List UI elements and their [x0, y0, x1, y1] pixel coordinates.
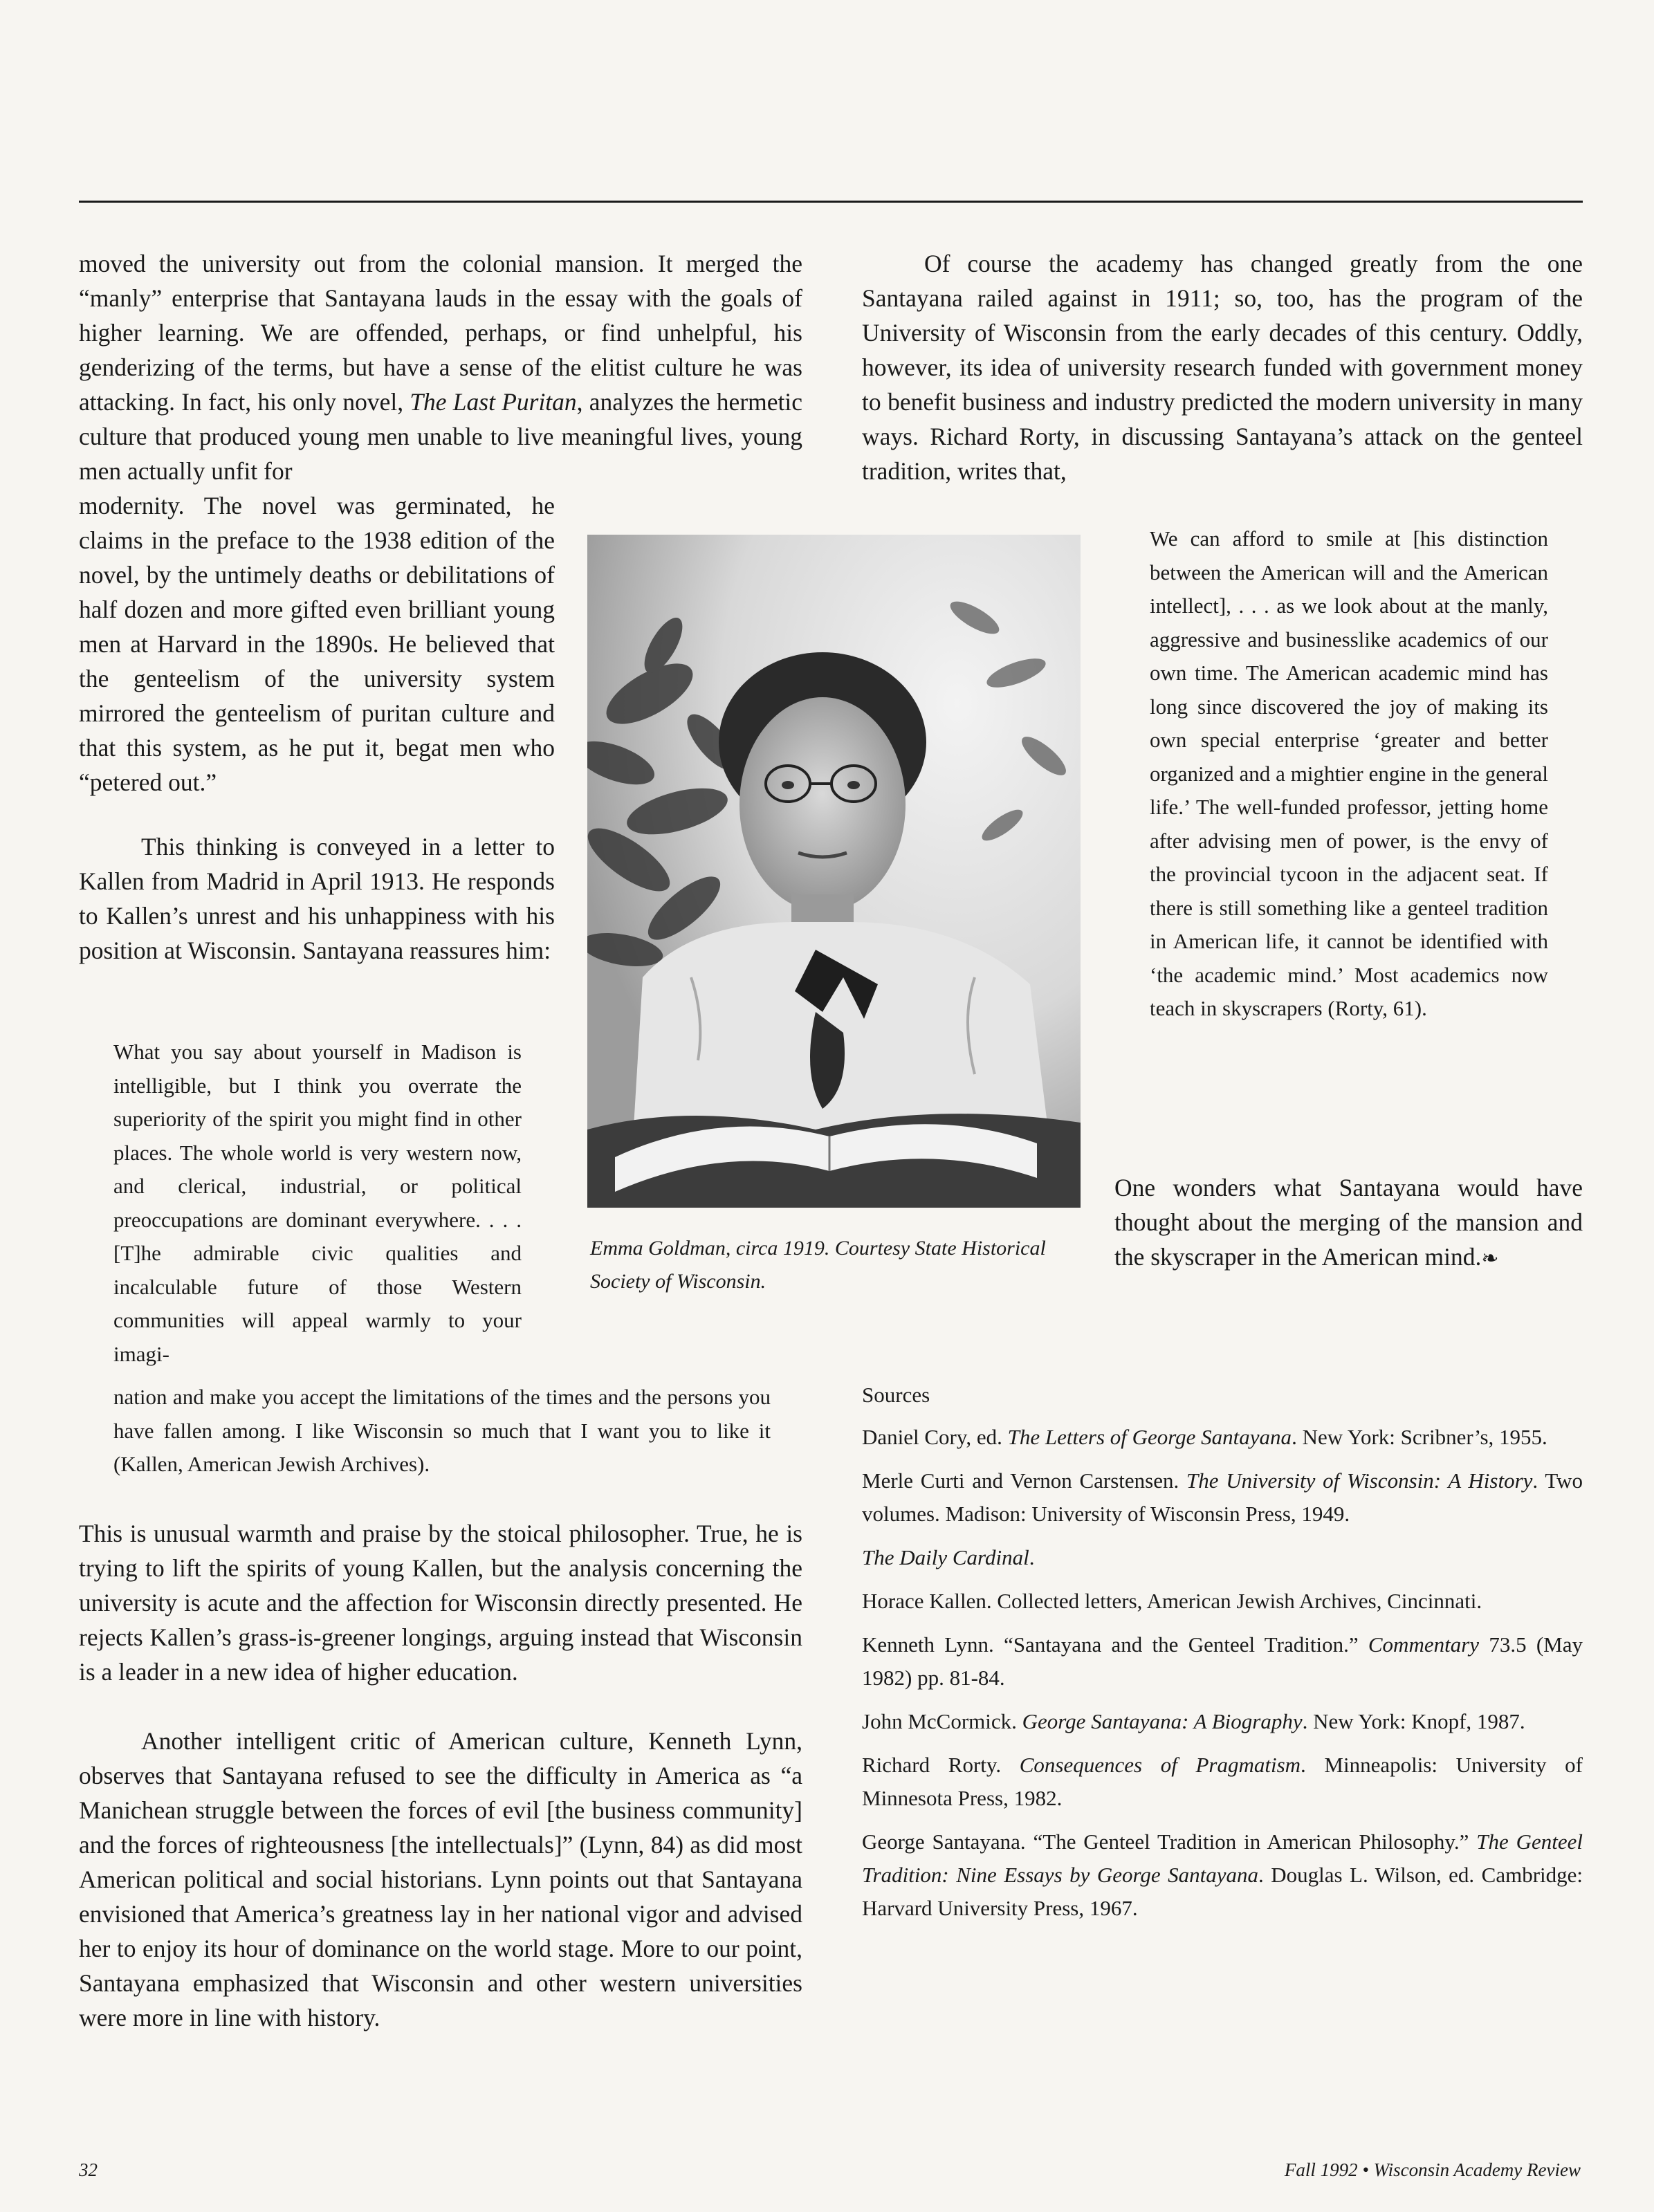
left-paragraph-2: This thinking is conveyed in a letter to Kallen from Madrid in April 1913. He responds to Kallen’s unrest and his unhappiness with his position at Wisconsin. Santayana reassures him:: [79, 833, 555, 964]
source-item: Daniel Cory, ed. The Letters of George Santayana. New York: Scribner’s, 1955.: [862, 1425, 1547, 1449]
left-paragraph-4: Another intelligent critic of American culture, Kenneth Lynn, observes that Santayana refused to see the difficulty in America as “a Manichean struggle between the forces of evil [the business community] and the forces of righteousness [the intellectuals]” (Lynn, 84) as did most American political and social historians. Lynn points out that Santayana envisioned that America’s greatness lay in her national vigor and advised her to enjoy its hour of dominance on the world stage. More to our point, Santayana emphasized that Wisconsin and other western universities were more in line with history.: [79, 1727, 802, 2031]
left-p1-tail: , analyzes the hermetic culture that produced young men unable to live meaningful lives, young men actually unfit for: [79, 388, 802, 485]
source-item: Merle Curti and Vernon Carstensen. The University of Wisconsin: A History. Two volumes. Madison: University of Wisconsin Press, 1949.: [862, 1468, 1583, 1526]
source-item: Kenneth Lynn. “Santayana and the Genteel Tradition.” Commentary 73.5 (May 1982) pp. 81-84.: [862, 1632, 1583, 1690]
photo-caption: Emma Goldman, circa 1919. Courtesy State Historical Society of Wisconsin.: [590, 1237, 1046, 1293]
source-item: Richard Rorty. Consequences of Pragmatism. Minneapolis: University of Minnesota Press, 1982.: [862, 1753, 1583, 1810]
kallen-quote-bottom: nation and make you accept the limitations of the times and the persons you have fallen among. I like Wisconsin so much that I want you to like it (Kallen, American Jewish Archives).: [113, 1385, 771, 1476]
source-item: George Santayana. “The Genteel Tradition in American Philosophy.” The Genteel Tradition: Nine Essays by George Santayana. Douglas L. Wilson, ed. Cambridge: Harvard University Press, 1967.: [862, 1829, 1583, 1920]
right-paragraph-1: Of course the academy has changed greatly from the one Santayana railed against in 1911; so, too, has the program of the University of Wisconsin from the early decades of this century. Oddly, however, its idea of university research funded with government money to benefit business and industry predicted the modern university in many ways. Richard Rorty, in discussing Santayana’s attack on the genteel tradition, writes that,: [862, 250, 1583, 485]
kallen-quote-top: What you say about yourself in Madison is intelligible, but I think you overrate the superiority of the spirit you might find in other places. The whole world is very western now, and clerical, industrial, or political preoccupations are dominant everywhere. . . . [T]he admirable civic qualities and incalculable future of those Western communities will appeal warmly to your imagi-: [113, 1040, 522, 1366]
left-p1-text: moved the university out from the colonial mansion. It merged the “manly” enterprise that Santayana lauds in the essay with the goals of higher learning. We are offended, perhaps, or find unhelpful, his genderizing of the terms, but have a sense of the elitist culture he was attacking. In fact, his only novel,: [79, 250, 802, 416]
source-item: John McCormick. George Santayana: A Biography. New York: Knopf, 1987.: [862, 1709, 1525, 1733]
page-number: 32: [79, 2159, 98, 2180]
source-item: Horace Kallen. Collected letters, American Jewish Archives, Cincinnati.: [862, 1589, 1482, 1613]
emma-goldman-photo: [587, 535, 1081, 1208]
left-paragraph-1: [79, 246, 802, 488]
source-item: The Daily Cardinal.: [862, 1545, 1035, 1569]
sources-heading: Sources: [862, 1383, 930, 1407]
portrait-illustration: [587, 535, 1081, 1208]
right-paragraph-2: [1114, 1170, 1583, 1276]
right-p2-text: One wonders what Santayana would have thought about the merging of the mansion and the skyscraper in the American mind.: [1114, 1174, 1583, 1271]
novel-title: The Last Puritan: [410, 388, 577, 416]
end-mark-icon: ❧: [1481, 1247, 1499, 1270]
rorty-quote: We can afford to smile at [his distinction between the American will and the American intellect], . . . as we look about at the manly, aggressive and businesslike academics of our own time. The American academic mind has long since discovered the joy of making its own special enterprise ‘greater and better organized and a mightier engine in the general life.’ The well-funded professor, jetting home after advising men of power, is the envy of the provincial tycoon in the adjacent seat. If there is still something like a genteel tradition in American life, it cannot be identified with ‘the academic mind.’ Most academics now teach in skyscrapers (Rorty, 61).: [1150, 526, 1548, 1020]
left-paragraph-1-cont: modernity. The novel was germinated, he claims in the preface to the 1938 edition of the novel, by the untimely deaths or debilitations of half dozen and more gifted even brilliant young men at Harvard in the 1890s. He believed that the genteelism of the university system mirrored the genteelism of puritan culture and that this system, as he put it, begat men who “petered out.”: [79, 492, 555, 796]
publication-footer: Fall 1992 • Wisconsin Academy Review: [1284, 2159, 1581, 2180]
left-paragraph-3: This is unusual warmth and praise by the stoical philosopher. True, he is trying to lift the spirits of young Kallen, but the analysis concerning the university is acute and the affection for Wisconsin directly presented. He rejects Kallen’s grass-is-greener longings, arguing instead that Wisconsin is a leader in a new idea of higher education.: [79, 1520, 802, 1686]
header-rule: [79, 201, 1583, 203]
sources-section: [862, 1379, 1583, 1935]
